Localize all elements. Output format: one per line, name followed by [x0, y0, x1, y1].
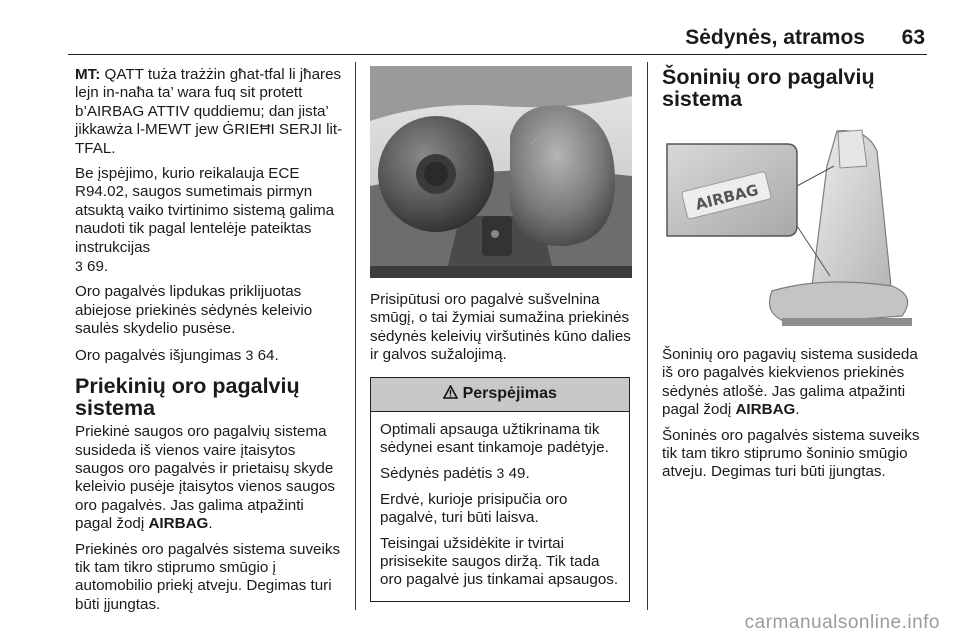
- column-divider: [647, 62, 648, 610]
- seat-airbag-illustration: [662, 126, 926, 332]
- column-divider: [355, 62, 356, 610]
- front-airbag-activation: Priekinės oro pagalvės sistema suveiks tik tam tikro stiprumo smūgio į automobilio priekį atveju. Degimas turi būti įjungtas.: [75, 540, 341, 613]
- column-left: [75, 66, 345, 621]
- mt-paragraph: [75, 66, 345, 158]
- page-header: [68, 20, 927, 55]
- xref-arrow-icon: 3: [496, 465, 505, 482]
- warning-box: [370, 377, 630, 602]
- warning-header: [371, 378, 629, 412]
- airbag-keyword: AIRBAG: [735, 401, 796, 419]
- sticker-paragraph: Oro pagalvės lipdukas priklijuotas abiejose priekinės sėdynės keleivio saulės skydelio pusėse.: [75, 283, 313, 338]
- xref-arrow-icon: 3: [245, 346, 254, 363]
- mt-text: QATT tuża trażżin għat-tfal li jħares lejn in-naħa ta’ wara fuq sit protett b’AIRBAG ATTIV quddiemu; dan jista’ jikkawża l-MEWT jew ĠRIEĦI SERJI lit-TFAL.: [75, 66, 343, 157]
- inflated-airbags-photo: [370, 66, 632, 278]
- photo-caption: Prisipūtusi oro pagalvė sušvelnina smūgį, o tai žymiai sumažina priekinės sėdynės keleivių viršutinės kūno dalies ir galvos sužalojimą.: [370, 291, 631, 364]
- running-title: Sėdynės, atramos: [685, 26, 865, 49]
- ece-paragraph: Be įspėjimo, kurio reikalauja ECE R94.02, saugos sumetimais pirmyn atsuktą vaiko tvirtinimo sistemą galima naudoti tik pagal lentelėje pateiktas instrukcijas 3 69.: [75, 165, 335, 276]
- warning-triangle-icon: [443, 385, 462, 402]
- airbag-keyword: AIRBAG: [148, 515, 209, 533]
- section-heading-front-airbags: Priekinių oro pagalvių sistema: [75, 374, 300, 421]
- page-reference-link[interactable]: 69.: [87, 258, 109, 276]
- mt-label: MT:: [75, 66, 101, 83]
- airbag-off-paragraph: Oro pagalvės išjungimas 3 64.: [75, 346, 279, 364]
- airbag-label-text: AIRBAG: [693, 180, 761, 214]
- warning-text: Optimali apsauga užtikrinama tik sėdynei esant tinkamoje padėtyje.: [380, 420, 609, 457]
- front-airbag-description: Priekinė saugos oro pagalvių sistema susideda iš vienos vaire įtaisytos saugos oro pagalvės ir prietaisų skyde keleivio pusėje įtaisytos vienos saugos oro pagalvės. Jas galima atpažinti pagal žodį AIRBAG.: [75, 423, 336, 533]
- page-reference-link[interactable]: 64.: [257, 346, 279, 364]
- xref-arrow-icon: 3: [75, 258, 83, 275]
- column-right: [662, 66, 932, 489]
- watermark: carmanualsonline.info: [744, 612, 940, 633]
- warning-text: Teisingai užsidėkite ir tvirtai prisisekite saugos diržą. Tik tada oro pagalvė jus tinkamai apsaugos.: [380, 534, 619, 589]
- page-number: 63: [901, 26, 925, 49]
- column-middle: [370, 66, 632, 602]
- section-heading-side-airbags: Šoninių oro pagalvių sistema: [662, 65, 875, 111]
- side-airbag-activation: Šoninės oro pagalvės sistema suveiks tik tam tikro stiprumo šoninio smūgio atveju. Degimas turi būti įjungtas.: [662, 426, 920, 481]
- warning-text: Sėdynės padėtis 3 49.: [380, 465, 530, 483]
- side-airbag-description: Šoninių oro pagavių sistema susideda iš oro pagalvės kiekvienos priekinės sėdynės atlošė. Jas galima atpažinti pagal žodį AIRBAG.: [662, 346, 918, 419]
- warning-title: Perspėjimas: [462, 384, 557, 402]
- warning-text: Erdvė, kurioje prisipučia oro pagalvė, turi būti laisva.: [380, 490, 568, 527]
- warning-body: [371, 412, 629, 601]
- page-reference-link[interactable]: 49.: [508, 465, 530, 483]
